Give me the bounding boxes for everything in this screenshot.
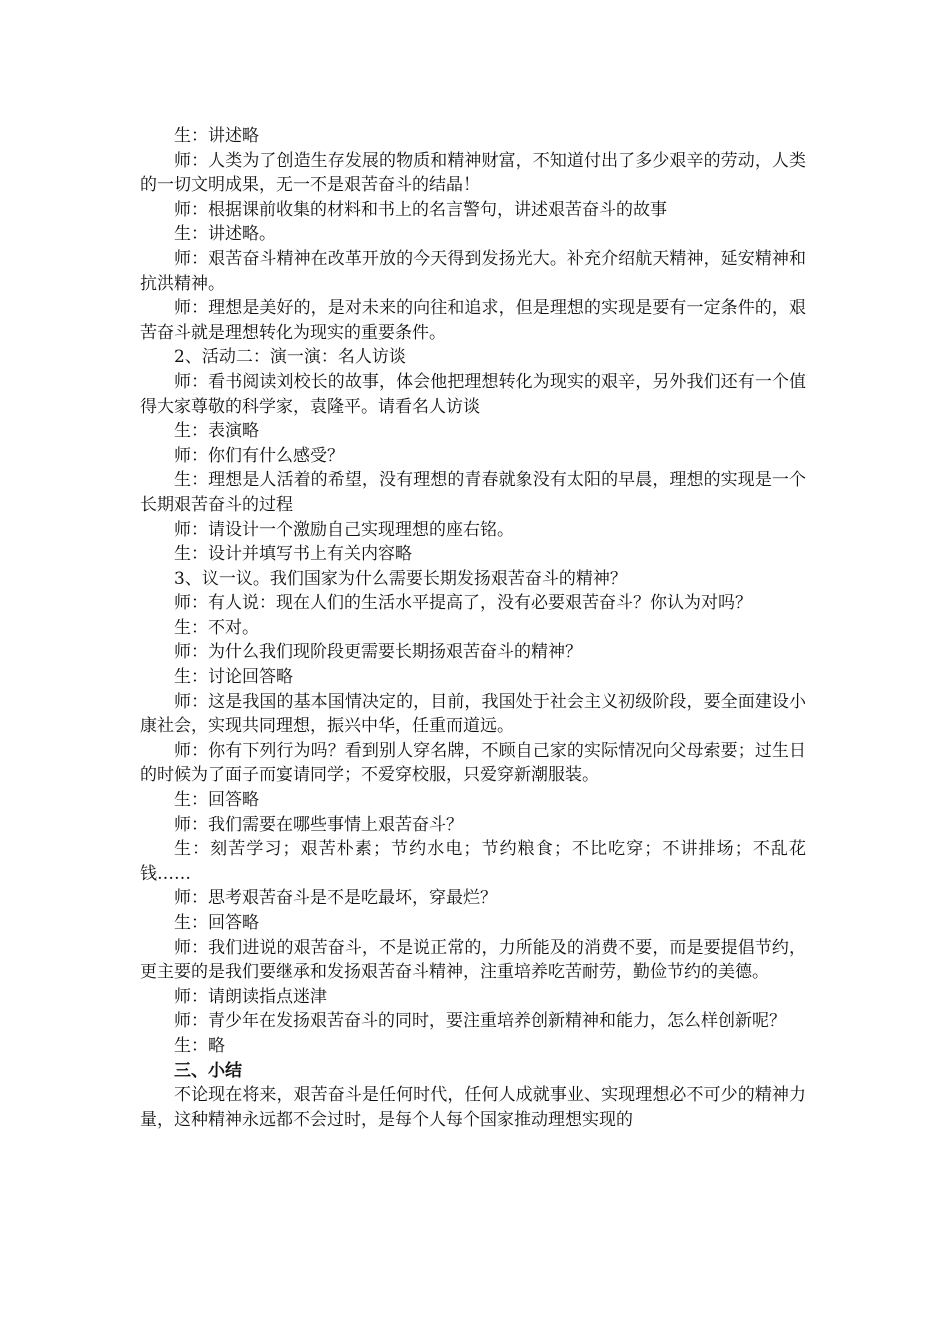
paragraph: 师：请朗读指点迷津: [174, 986, 327, 1007]
paragraph: 师：根据课前收集的材料和书上的名言警句，讲述艰苦奋斗的故事: [174, 199, 667, 220]
paragraph: 生：不对。: [174, 617, 259, 638]
paragraph: 2、活动二：演一演：名人访谈: [174, 347, 406, 368]
paragraph: 生：设计并填写书上有关内容略: [174, 544, 412, 565]
paragraph: 生：回答略: [174, 913, 259, 933]
paragraph: 3、议一议。我们国家为什么需要长期发扬艰苦奋斗的精神？: [174, 568, 627, 589]
paragraph: 师：你们有什么感受？: [174, 445, 344, 466]
paragraph: 生：刻苦学习；艰苦朴素；节约水电；节约粮食；不比吃穿；不讲排场；不乱花钱……: [140, 839, 806, 884]
closing-paragraph: 不论现在将来，艰苦奋斗是任何时代，任何人成就事业、实现理想必不可少的精神力量，这种精神永远都不会过时，是每个人每个国家推动理想实现的: [140, 1085, 806, 1130]
paragraph: 生：讨论回答略: [174, 667, 293, 688]
section-heading: 三、小结: [174, 1060, 242, 1081]
paragraph: 师：看书阅读刘校长的故事，体会他把理想转化为现实的艰辛，另外我们还有一个值得大家尊敬的科学家，袁隆平。请看名人访谈: [140, 371, 806, 417]
paragraph: 生：表演略: [174, 421, 259, 442]
paragraph: 师：有人说：现在人们的生活水平提高了，没有必要艰苦奋斗？你认为对吗？: [174, 593, 752, 614]
paragraph: 师：青少年在发扬艰苦奋斗的同时，要注重培养创新精神和能力，怎么样创新呢？: [174, 1011, 786, 1032]
paragraph: 生：讲述略: [174, 126, 259, 146]
document-page: [140, 124, 806, 1132]
paragraph: 师：你有下列行为吗？看到别人穿名牌，不顾自己家的实际情况向父母索要；过生日的时候为了面子而宴请同学；不爱穿校服，只爱穿新潮服装。: [140, 740, 806, 786]
paragraph: 生：理想是人活着的希望，没有理想的青春就象没有太阳的早晨，理想的实现是一个长期艰苦奋斗的过程: [140, 470, 806, 515]
paragraph: 生：讲述略。: [174, 224, 276, 245]
paragraph: 生：略: [174, 1035, 225, 1056]
paragraph: 生：回答略: [174, 790, 259, 811]
paragraph: 师：我们需要在哪些事情上艰苦奋斗？: [174, 814, 463, 835]
paragraph: 师：请设计一个激励自己实现理想的座右铭。: [174, 519, 514, 540]
paragraph: 师：理想是美好的，是对未来的向往和追求，但是理想的实现是要有一定条件的，艰苦奋斗就是理想转化为现实的重要条件。: [140, 298, 806, 343]
paragraph: 师：这是我国的基本国情决定的，目前，我国处于社会主义初级阶段，要全面建设小康社会，实现共同理想，振兴中华，任重而道远。: [140, 691, 806, 737]
paragraph: 师：思考艰苦奋斗是不是吃最坏，穿最烂？: [174, 888, 497, 909]
paragraph: 师：我们进说的艰苦奋斗，不是说正常的，力所能及的消费不要，而是要提倡节约，更主要的是我们要继承和发扬艰苦奋斗精神，注重培养吃苦耐劳，勤俭节约的美德。: [140, 937, 806, 983]
paragraph: 师：艰苦奋斗精神在改革开放的今天得到发扬光大。补充介绍航天精神，延安精神和抗洪精神。: [140, 248, 806, 294]
paragraph: 师：人类为了创造生存发展的物质和精神财富，不知道付出了多少艰辛的劳动，人类的一切文明成果，无一不是艰苦奋斗的结晶！: [140, 150, 806, 196]
paragraph: 师：为什么我们现阶段更需要长期扬艰苦奋斗的精神？: [174, 642, 582, 663]
